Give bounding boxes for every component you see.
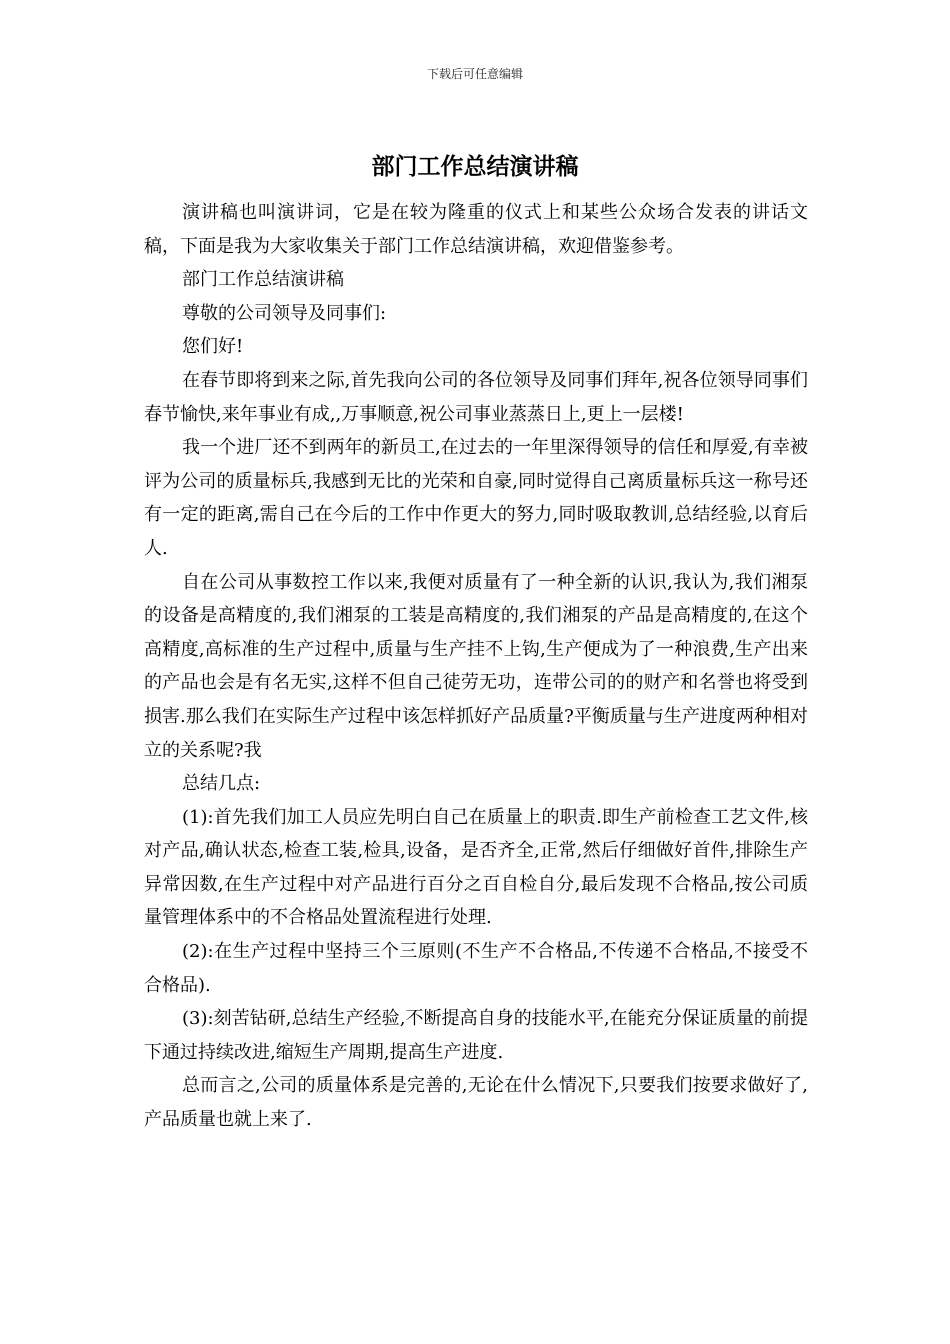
paragraph-salutation: 尊敬的公司领导及同事们: <box>182 302 387 324</box>
document-body <box>144 196 808 1137</box>
paragraph-point-2: (2):在生产过程中坚持三个三原则(不生产不合格品,不传递不合格品,不接受不合格品). <box>144 941 808 996</box>
paragraph-subtitle: 部门工作总结演讲稿 <box>182 269 344 291</box>
paragraph-new-year-wishes: 在春节即将到来之际,首先我向公司的各位领导及同事们拜年,祝各位领导同事们春节愉快,来年事业有成,,万事顺意,祝公司事业蒸蒸日上,更上一层楼! <box>144 369 808 425</box>
paragraph-quality-award: 我一个进厂还不到两年的新员工,在过去的一年里深得领导的信任和厚爱,有幸被评为公司的质量标兵,我感到无比的光荣和自豪,同时觉得自己离质量标兵这一称号还有一定的距离,需自己在今后的工作中作更大的努力,同时吸取教训,总结经验,以育后人. <box>144 437 808 559</box>
header-note: 下载后可任意编辑 <box>426 67 523 81</box>
paragraph-point-3: (3):刻苦钻研,总结生产经验,不断提高自身的技能水平,在能充分保证质量的前提下通过持续改进,缩短生产周期,提高生产进度. <box>144 1008 808 1063</box>
paragraph-point-1: (1):首先我们加工人员应先明白自己在质量上的职责.即生产前检查工艺文件,核对产品,确认状态,检查工装,检具,设备，是否齐全,正常,然后仔细做好首件,排除生产异常因数,在生产过程中对产品进行百分之百自检自分,最后发现不合格品,按公司质量管理体系中的不合格品处置流程进行处理. <box>144 806 808 929</box>
paragraph-points-heading: 总结几点: <box>182 773 261 795</box>
page-title: 部门工作总结演讲稿 <box>371 153 579 180</box>
paragraph-greeting: 您们好! <box>182 336 244 358</box>
paragraph-conclusion: 总而言之,公司的质量体系是完善的,无论在什么情况下,只要我们按要求做好了,产品质量也就上来了. <box>144 1075 808 1131</box>
paragraph-quality-view: 自在公司从事数控工作以来,我便对质量有了一种全新的认识,我认为,我们湘泵的设备是高精度的,我们湘泵的工装是高精度的,我们湘泵的产品是高精度的,在这个高精度,高标准的生产过程中,质量与生产挂不上钩,生产便成为了一种浪费,生产出来的产品也会是有名无实,这样不但自己徒劳无功，连带公司的的财产和名誉也将受到损害.那么我们在实际生产过程中该怎样抓好产品质量?平衡质量与生产进度两种相对立的关系呢?我 <box>144 571 808 761</box>
paragraph-intro: 演讲稿也叫演讲词，它是在较为隆重的仪式上和某些公众场合发表的讲话文稿，下面是我为大家收集关于部门工作总结演讲稿，欢迎借鉴参考。 <box>144 202 808 257</box>
